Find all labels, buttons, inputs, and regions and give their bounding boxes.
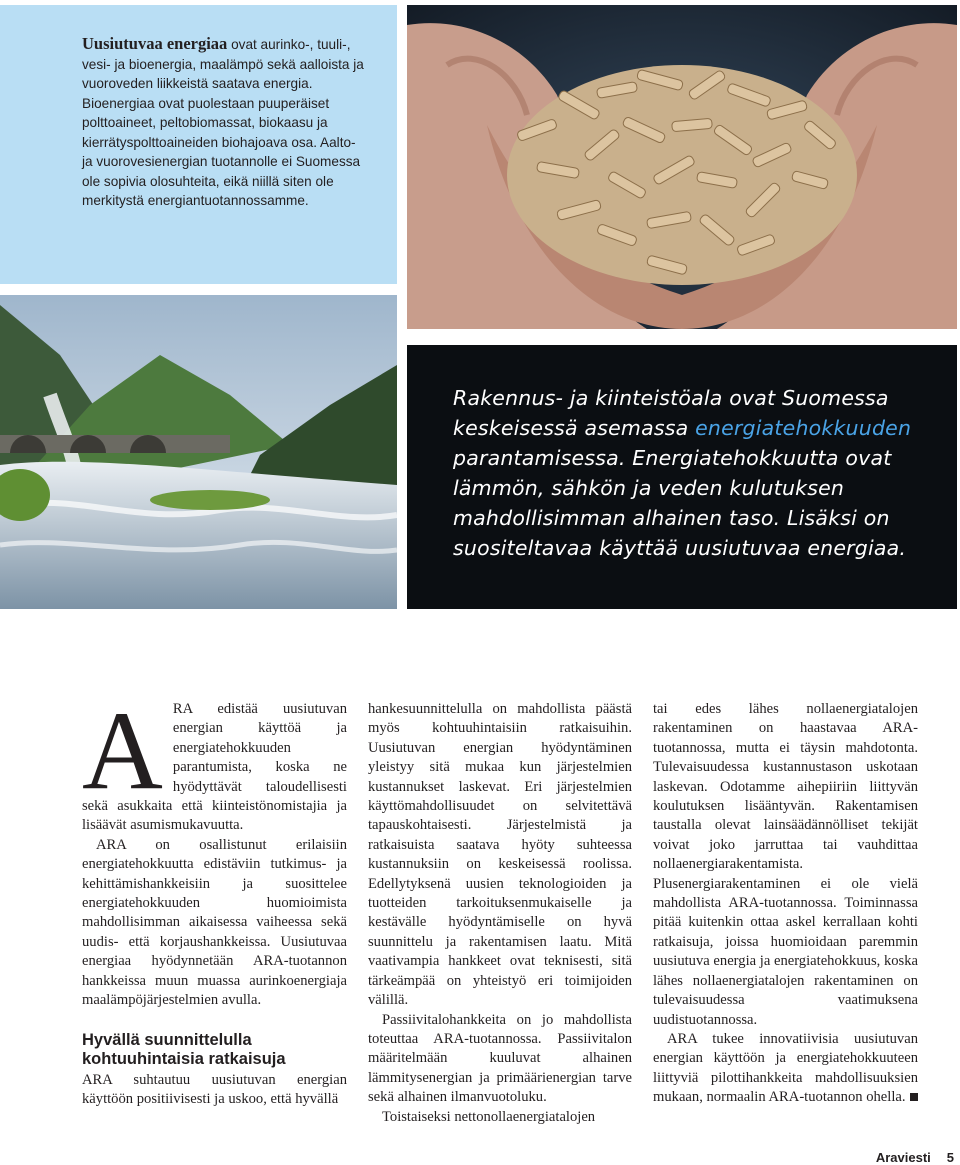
article-paragraph: ARA on osallistunut erilaisiin energiatehokkuutta edistäviin tutkimus- ja kehittämishankkeisiin ja suosittelee energiatehokkuuden huomioimista mahdollisimman aikaisessa vaiheessa sekä uudis- että korjaushankkeissa. Uusiutuvaa energiaa hyödynnetään ARA-tuotannon hankkeissa muun muassa aurinkoenergiaja maalämpöjärjestelmien avulla.	[82, 836, 347, 1009]
info-box	[0, 5, 397, 284]
drop-cap: A	[82, 689, 163, 813]
article-column-1	[82, 689, 347, 1109]
article-column-3	[653, 700, 918, 1108]
article-paragraph	[653, 1030, 918, 1108]
waterfall-photo	[0, 295, 397, 609]
publication-name: Araviesti	[875, 1150, 931, 1165]
info-box-text: ovat aurinko-, tuuli-, vesi- ja bioenergia, maalämpö sekä aalloista ja vuoroveden liikkeistä saatava energia. Bioenergiaa ovat puolestaan puuperäiset polttoaineet, peltobiomassat, biokaasu ja kierrätyspolttoaineiden biohajoava osa. Aalto- ja vuorovesienergian tuotannolle ei Suomessa ole sopivia olosuhteita, eikä niillä siten ole merkitystä energiantuotannossamme.	[82, 37, 364, 208]
quote-text-end: parantamisessa. Energiatehokkuutta ovat lämmön, sähkön ja veden kulutuksen mahdollisimman alhainen taso. Lisäksi on suositeltavaa käyttää uusiutuvaa energiaa.	[453, 446, 907, 560]
wood-pellets-photo	[407, 5, 957, 329]
article-column-2	[368, 700, 632, 1127]
article-paragraph: Passiivitalohankkeita on jo mahdollista toteuttaa ARA-tuotannossa. Passiivitalon määritelmään kuuluvat alhainen lämmitysenergian ja primäärienergian tarve sekä alhainen ilmanvuotoluku.	[368, 1011, 632, 1106]
page-number: 5	[946, 1150, 954, 1165]
article-paragraph	[82, 689, 347, 836]
quote-box	[407, 345, 957, 609]
quote-text-start: Rakennus- ja kiinteistöala ovat Suomessa keskeisessä asemassa	[453, 386, 889, 440]
article-paragraph: Toistaiseksi nettonollaenergiatalojen	[382, 1108, 596, 1125]
article-paragraph-text: ARA tukee innovatiivisia uusiutuvan energian käyttöön ja energiatehokkuuteen liittyviä pilottihankkeita mahdollisuuksien mukaan, normaalin ARA-tuotannon ohella.	[653, 1030, 918, 1106]
page-footer	[876, 1150, 954, 1165]
info-box-lead: Uusiutuvaa energiaa	[82, 34, 228, 53]
article-subheading: Hyvällä suunnittelulla kohtuuhintaisia ratkaisuja	[82, 1030, 286, 1068]
quote-highlight: energiatehokkuuden	[695, 416, 912, 440]
end-mark-icon	[910, 1093, 918, 1101]
article-paragraph: hankesuunnittelulla on mahdollista päästä myös kohtuuhintaisiin ratkaisuihin. Uusiutuvan energian hyödyntäminen yleistyy sitä mukaa kun järjestelmien kustannukset laskevat. Eri järjestelmien käyttömahdollisuudet on selvitettävä tapauskohtaisesti. Järjestelmistä ja ratkaisuista saatava hyöty suhteessa kustannuksiin on keskeisessä roolissa. Edellytyksenä uusien teknologioiden ja tuotteiden tarkoituksenmukaiselle ja kestävälle hyödyntämiselle on hyvä suunnittelu ja rakentamisen laatu. Mitä vaativampia hankkeet ovat teknisesti, sitä tärkeämpää on yhteistyö eri toimijoiden välillä.	[368, 701, 632, 1009]
article-paragraph: tai edes lähes nollaenergiatalojen rakentaminen on haastavaa ARA-tuotannossa, mutta ei täysin mahdotonta. Tulevaisuudessa kustannustason uskotaan laskevan. Odotamme aihepiiriin liittyvän koulutuksen lisääntyvän. Rakentamisen taustalla olevat lainsäädännölliset tekijät voivat joko jarruttaa tai vauhdittaa nollaenergiarakentamista. Plusenergiarakentaminen ei ole vielä mahdollista ARA-tuotannossa. Toiminnassa pitää kuitenkin ottaa askel kerrallaan kohti ratkaisuja, joissa huomioidaan paremmin uusiutuva energia ja energiatehokkuus, koska lähes nollaenergiatalojen rakentaminen on tulevaisuudessa vaatimuksena uudistuotannossa.	[653, 701, 918, 1028]
article-paragraph-text: RA edistää uusiutuvan energian käyttöä ja energiatehokkuuden parantumista, koska ne hyödyttävät taloudellisesti sekä asukkaita että kiinteistönomistajia ja lisäävät asumismukavuutta.	[82, 701, 347, 834]
article-paragraph: ARA suhtautuu uusiutuvan energian käyttöön positiivisesti ja uskoo, että hyvällä	[82, 1071, 347, 1107]
